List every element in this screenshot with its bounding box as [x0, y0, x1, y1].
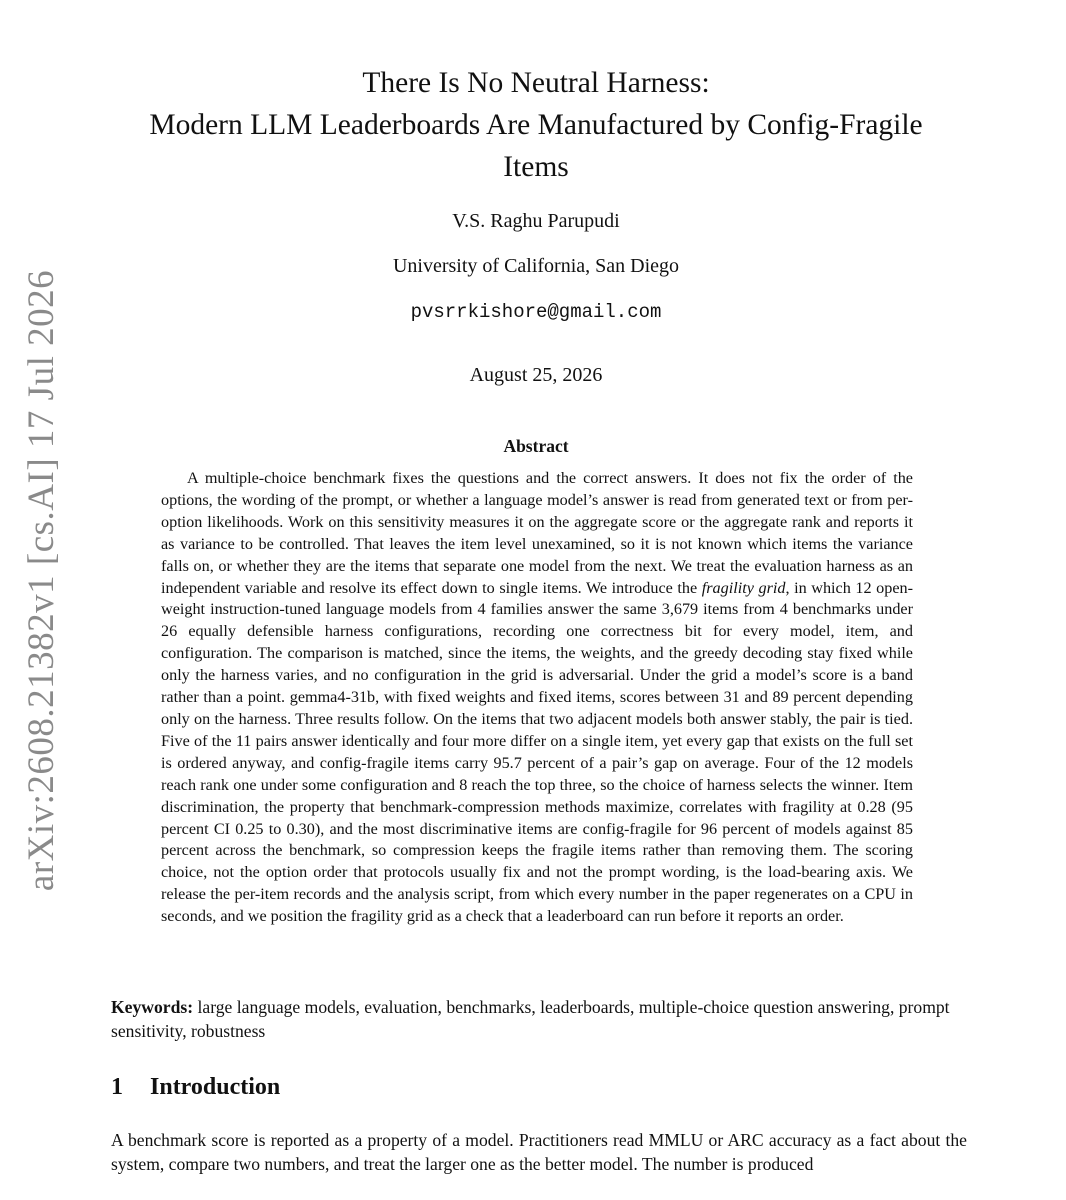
abstract-body: [161, 468, 913, 928]
section-title: Introduction: [150, 1074, 281, 1100]
keywords-list: large language models, evaluation, benchmarks, leaderboards, multiple-choice question answering, prompt sensitivity, robustness: [111, 997, 950, 1041]
abstract-text-part-2: , in which 12 open-weight instruction-tuned language models from 4 families answer the same 3,679 items from 4 benchmarks under 26 equally defensible harness configurations, recording one correctness bit for every model, item, and configuration. The comparison is matched, since the items, the weights, and the greedy decoding stay fixed while only the harness varies, and no configuration in the grid is adversarial. Under the grid a model’s score is a band rather than a point. gemma4-31b, with fixed weights and fixed items, scores between 31 and 89 percent depending only on the harness. Three results follow. On the items that two adjacent models both answer stably, the pair is tied. Five of the 11 pairs answer identically and four more differ on a single item, yet every gap that exists on the full set is ordered anyway, and config-fragile items carry 95.7 percent of a pair’s gap on average. Four of the 12 models reach rank one under some configuration and 8 reach the top three, so the choice of harness selects the winner. Item discrimination, the property that benchmark-compression methods maximize, correlates with fragility at 0.28 (95 percent CI 0.25 to 0.30), and the most discriminative items are config-fragile for 96 percent of models against 85 percent across the benchmark, so compression keeps the fragile items rather than removing them. The scoring choice, not the option order that protocols usually fix and not the prompt wording, is the load-bearing axis. We release the per-item records and the analysis script, from which every number in the paper regenerates on a CPU in seconds, and we position the fragility grid as a check that a leaderboard can run before it reports an order.: [161, 578, 913, 926]
author-name: V.S. Raghu Parupudi: [452, 210, 620, 232]
abstract-term-fragility-grid: fragility grid: [701, 578, 786, 597]
keywords-label: Keywords:: [111, 997, 194, 1017]
arxiv-identifier-stamp: [21, 269, 63, 891]
abstract-heading: Abstract: [503, 436, 569, 456]
title-line-3: Items: [503, 151, 569, 183]
paper-date: August 25, 2026: [469, 364, 603, 386]
arxiv-identifier: arXiv:2608.21382v1 [cs.AI] 17 Jul 2026: [21, 269, 63, 891]
author-affiliation: University of California, San Diego: [392, 255, 680, 277]
section-number: 1: [111, 1074, 123, 1100]
paper-title: [100, 62, 972, 188]
title-line-2: Modern LLM Leaderboards Are Manufactured by Config-Fragile: [149, 109, 923, 141]
introduction-paragraph: A benchmark score is reported as a property of a model. Practitioners read MMLU or ARC accuracy as a fact about the system, compare two numbers, and treat the larger one as the better model. The number is produced: [111, 1130, 967, 1174]
section-heading-introduction: [111, 1074, 280, 1101]
title-line-1: There Is No Neutral Harness:: [362, 67, 710, 99]
author-email: pvsrrkishore@gmail.com: [410, 301, 662, 323]
keywords: [111, 995, 967, 1043]
abstract-text-part-1: A multiple-choice benchmark fixes the questions and the correct answers. It does not fix the order of the options, the wording of the prompt, or whether a language model’s answer is read from generated text or from per-option likelihoods. Work on this sensitivity measures it on the aggregate score or the aggregate rank and reports it as variance to be controlled. That leaves the item level unexamined, so it is not known which items the variance falls on, or whether they are the items that separate one model from the next. We treat the evaluation harness as an independent variable and resolve its effect down to single items. We introduce the: [161, 469, 913, 597]
